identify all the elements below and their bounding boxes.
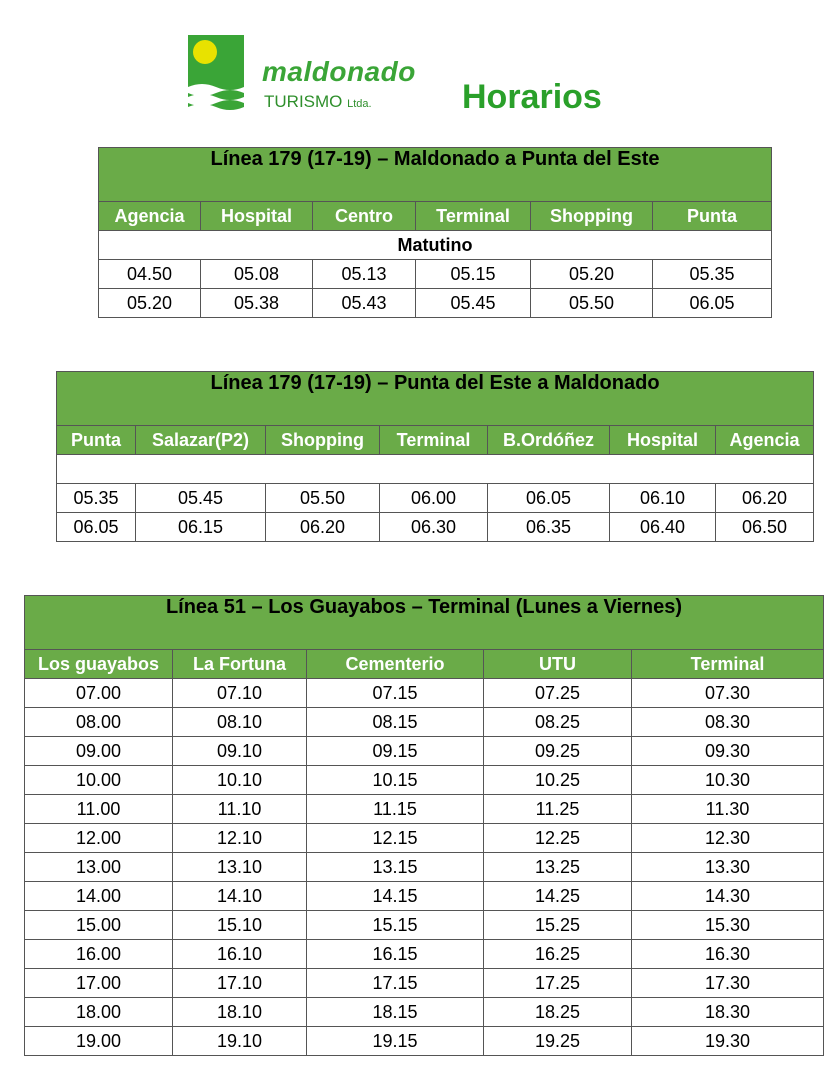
schedule-table-179-maldonado-punta — [98, 147, 772, 318]
table-cell: 05.15 — [416, 260, 531, 289]
table-cell: 10.30 — [632, 766, 824, 795]
table-cell: 19.30 — [632, 1027, 824, 1056]
table-cell: 04.50 — [99, 260, 201, 289]
table-cell: 17.00 — [25, 969, 173, 998]
brand-subtitle — [264, 92, 372, 112]
table-header-row — [57, 426, 814, 455]
brand-name: maldonado — [262, 56, 416, 87]
table-cell: 13.25 — [484, 853, 632, 882]
table-cell: 12.00 — [25, 824, 173, 853]
table-cell: 10.25 — [484, 766, 632, 795]
table-row — [25, 853, 824, 882]
column-header: Cementerio — [307, 650, 484, 679]
table-row — [57, 513, 814, 542]
table-row — [25, 998, 824, 1027]
table-cell: 05.45 — [136, 484, 266, 513]
table-title-row — [57, 372, 814, 426]
table-cell: 07.10 — [173, 679, 307, 708]
table-cell: 11.10 — [173, 795, 307, 824]
table-cell: 06.05 — [488, 484, 610, 513]
column-header: Centro — [313, 202, 416, 231]
maldonado-turismo-logo-icon — [184, 33, 246, 113]
table-row — [99, 260, 772, 289]
brand-subtitle-main: TURISMO — [264, 92, 343, 111]
table-row — [25, 969, 824, 998]
table-cell: 05.45 — [416, 289, 531, 318]
table-cell: 13.10 — [173, 853, 307, 882]
table-row — [25, 708, 824, 737]
table-cell: 05.20 — [99, 289, 201, 318]
table-cell: 09.10 — [173, 737, 307, 766]
table-header-row — [99, 202, 772, 231]
table-cell: 13.00 — [25, 853, 173, 882]
column-header: Agencia — [716, 426, 814, 455]
column-header: Punta — [653, 202, 772, 231]
table-cell: 12.25 — [484, 824, 632, 853]
table-cell: 16.30 — [632, 940, 824, 969]
table-cell: 10.10 — [173, 766, 307, 795]
table-cell: 10.00 — [25, 766, 173, 795]
table-row — [25, 679, 824, 708]
table-cell: 06.35 — [488, 513, 610, 542]
table-cell: 07.25 — [484, 679, 632, 708]
table-cell: 06.50 — [716, 513, 814, 542]
table-cell: 08.30 — [632, 708, 824, 737]
table-cell: 08.25 — [484, 708, 632, 737]
table-cell: 14.10 — [173, 882, 307, 911]
table-cell: 06.00 — [380, 484, 488, 513]
table-cell: 16.15 — [307, 940, 484, 969]
table-cell: 06.30 — [380, 513, 488, 542]
table-cell: 05.50 — [531, 289, 653, 318]
table-cell: 12.30 — [632, 824, 824, 853]
column-header: Terminal — [632, 650, 824, 679]
table-cell: 05.50 — [266, 484, 380, 513]
table-cell: 16.25 — [484, 940, 632, 969]
column-header: Shopping — [266, 426, 380, 455]
table-cell: 06.40 — [610, 513, 716, 542]
table-row — [25, 824, 824, 853]
table-cell: 15.10 — [173, 911, 307, 940]
table-cell: 16.00 — [25, 940, 173, 969]
table-row — [25, 1027, 824, 1056]
table-cell: 16.10 — [173, 940, 307, 969]
column-header: La Fortuna — [173, 650, 307, 679]
table-cell: 06.10 — [610, 484, 716, 513]
table-cell: 07.00 — [25, 679, 173, 708]
table-cell: 09.30 — [632, 737, 824, 766]
table-cell: 07.15 — [307, 679, 484, 708]
table-cell: 17.15 — [307, 969, 484, 998]
table-cell: 05.13 — [313, 260, 416, 289]
table-cell: 18.10 — [173, 998, 307, 1027]
table-cell: 17.10 — [173, 969, 307, 998]
table-cell: 15.00 — [25, 911, 173, 940]
table-cell: 05.43 — [313, 289, 416, 318]
table-cell: 17.30 — [632, 969, 824, 998]
column-header: B.Ordóñez — [488, 426, 610, 455]
table-cell: 06.15 — [136, 513, 266, 542]
table-title: Línea 51 – Los Guayabos – Terminal (Lunes a Viernes) — [25, 596, 824, 650]
table-body — [25, 679, 824, 1056]
column-header: Hospital — [610, 426, 716, 455]
table-row — [25, 911, 824, 940]
table-cell: 06.05 — [653, 289, 772, 318]
table-cell: 13.30 — [632, 853, 824, 882]
table-cell: 18.25 — [484, 998, 632, 1027]
table-cell: 12.10 — [173, 824, 307, 853]
column-header: Los guayabos — [25, 650, 173, 679]
section-row — [57, 455, 814, 484]
brand-subtitle-suffix: Ltda. — [347, 98, 372, 110]
table-cell: 05.35 — [57, 484, 136, 513]
table-cell: 18.15 — [307, 998, 484, 1027]
table-title: Línea 179 (17-19) – Maldonado a Punta del Este — [99, 148, 772, 202]
table-cell: 07.30 — [632, 679, 824, 708]
table-cell: 05.38 — [201, 289, 313, 318]
section-label: Matutino — [99, 231, 772, 260]
column-header: UTU — [484, 650, 632, 679]
table-row — [25, 766, 824, 795]
table-cell: 06.20 — [716, 484, 814, 513]
table-cell: 19.00 — [25, 1027, 173, 1056]
table-cell: 09.00 — [25, 737, 173, 766]
table-cell: 11.25 — [484, 795, 632, 824]
table-cell: 08.10 — [173, 708, 307, 737]
page-header — [0, 0, 840, 130]
table-cell: 18.30 — [632, 998, 824, 1027]
table-cell: 15.30 — [632, 911, 824, 940]
schedule-table-51-guayabos-terminal — [24, 595, 824, 1056]
table-header-row — [25, 650, 824, 679]
table-cell: 18.00 — [25, 998, 173, 1027]
table-cell: 11.15 — [307, 795, 484, 824]
column-header: Shopping — [531, 202, 653, 231]
column-header: Agencia — [99, 202, 201, 231]
table-cell: 11.00 — [25, 795, 173, 824]
table-cell: 06.20 — [266, 513, 380, 542]
column-header: Terminal — [416, 202, 531, 231]
schedule-table-179-punta-maldonado — [56, 371, 814, 542]
table-row — [25, 882, 824, 911]
section-label — [57, 455, 814, 484]
table-cell: 05.35 — [653, 260, 772, 289]
table-row — [25, 737, 824, 766]
table-cell: 14.15 — [307, 882, 484, 911]
table-cell: 15.15 — [307, 911, 484, 940]
section-row — [99, 231, 772, 260]
table-row — [25, 795, 824, 824]
table-cell: 15.25 — [484, 911, 632, 940]
table-cell: 17.25 — [484, 969, 632, 998]
table-cell: 09.25 — [484, 737, 632, 766]
table-cell: 05.08 — [201, 260, 313, 289]
column-header: Salazar(P2) — [136, 426, 266, 455]
table-row — [25, 940, 824, 969]
table-cell: 11.30 — [632, 795, 824, 824]
table-cell: 06.05 — [57, 513, 136, 542]
table-title-row — [99, 148, 772, 202]
table-cell: 14.00 — [25, 882, 173, 911]
table-cell: 08.00 — [25, 708, 173, 737]
table-cell: 19.15 — [307, 1027, 484, 1056]
table-title-row — [25, 596, 824, 650]
column-header: Hospital — [201, 202, 313, 231]
table-cell: 19.10 — [173, 1027, 307, 1056]
table-cell: 12.15 — [307, 824, 484, 853]
table-row — [57, 484, 814, 513]
table-cell: 14.25 — [484, 882, 632, 911]
table-cell: 10.15 — [307, 766, 484, 795]
column-header: Terminal — [380, 426, 488, 455]
table-cell: 05.20 — [531, 260, 653, 289]
table-cell: 08.15 — [307, 708, 484, 737]
table-row — [99, 289, 772, 318]
page-title: Horarios — [462, 78, 602, 116]
table-title: Línea 179 (17-19) – Punta del Este a Maldonado — [57, 372, 814, 426]
column-header: Punta — [57, 426, 136, 455]
table-cell: 14.30 — [632, 882, 824, 911]
table-cell: 09.15 — [307, 737, 484, 766]
table-cell: 19.25 — [484, 1027, 632, 1056]
table-cell: 13.15 — [307, 853, 484, 882]
